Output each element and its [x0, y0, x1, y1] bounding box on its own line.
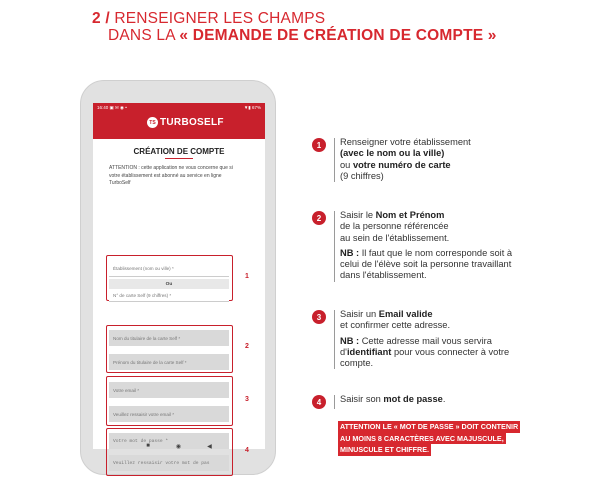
- heading-line2-prefix: DANS LA: [108, 27, 180, 44]
- status-time: 16:40: [97, 105, 109, 110]
- step-separator: [334, 138, 335, 182]
- status-battery: ▼▮ 67%: [243, 105, 261, 110]
- step-1-text: [340, 137, 532, 182]
- recent-apps-icon[interactable]: ■: [146, 443, 150, 449]
- title-underline: [165, 158, 193, 159]
- step-2-text: [340, 210, 532, 282]
- group-number-4: 4: [245, 447, 249, 454]
- step-2-line1-bold: Nom et Prénom: [375, 210, 445, 220]
- nom-input[interactable]: Nom du titulaire de la carte Self *: [109, 330, 229, 346]
- heading-line2-bold: « DEMANDE DE CRÉATION DE COMPTE »: [179, 27, 497, 44]
- email-confirm-input[interactable]: Veuillez ressaisir votre email *: [109, 406, 229, 422]
- step-2-line1-prefix: Saisir le: [340, 210, 376, 220]
- step-3-line1-bold: Email valide: [378, 309, 433, 319]
- step-3-nb-text2: pour vous connecter à votre compte.: [340, 346, 510, 369]
- step-3-nb-label: NB :: [340, 335, 360, 346]
- brand-logo: [147, 117, 224, 128]
- step-2-nb-label: NB :: [340, 247, 360, 258]
- step-1: [312, 137, 532, 182]
- notice-text: ATTENTION : cette application ne vous concerne que si votre établissement est abonné au service en ligne TurboSelf: [109, 165, 233, 186]
- carte-input[interactable]: N° de carte Self (9 chiffres) *: [109, 290, 229, 302]
- prenom-input[interactable]: Prénom du titulaire de la carte Self *: [109, 354, 229, 370]
- group-number-3: 3: [245, 396, 249, 403]
- step-1-line4: (9 chiffres): [340, 170, 384, 181]
- step-2-nb-text: Il faut que le nom corresponde soit à celui de l'élève soit la personne travaillant dans l'établissement.: [340, 247, 513, 281]
- password-confirm-input[interactable]: Veuillez ressaisir votre mot de pas: [109, 455, 229, 471]
- home-icon[interactable]: ◉: [175, 443, 182, 450]
- phone-screen: [93, 103, 265, 466]
- app-header: [93, 103, 265, 139]
- step-2: [312, 210, 532, 282]
- step-3-line1-prefix: Saisir un: [340, 309, 379, 319]
- back-icon[interactable]: ◀: [207, 443, 212, 450]
- email-input[interactable]: Votre email *: [109, 382, 229, 398]
- step-4-line1-bold: mot de passe: [383, 394, 443, 404]
- step-1-line1: Renseigner votre établissement: [340, 137, 471, 147]
- step-1-line3-bold: votre numéro de carte: [352, 159, 451, 170]
- step-separator: [334, 211, 335, 282]
- page-heading: [92, 10, 497, 44]
- step-4: [312, 394, 532, 409]
- step-2-line2: de la personne référencée: [340, 221, 449, 232]
- step-1-line3-prefix: ou: [340, 159, 353, 170]
- step-badge-1: 1: [312, 138, 326, 152]
- step-2-line3: au sein de l'établissement.: [340, 232, 450, 243]
- step-3-text: [340, 309, 532, 369]
- step-4-text: [340, 394, 532, 409]
- step-badge-4: 4: [312, 395, 326, 409]
- step-number: 2 /: [92, 10, 110, 27]
- group-number-1: 1: [245, 273, 249, 280]
- phone-mockup: [80, 80, 276, 475]
- step-3-line2: et confirmer cette adresse.: [340, 320, 451, 331]
- brand-name: TURBOSELF: [160, 117, 224, 128]
- android-navbar: [93, 440, 265, 452]
- step-badge-3: 3: [312, 310, 326, 324]
- password-input[interactable]: Votre mot de passe *: [109, 433, 229, 449]
- screen-title: CRÉATION DE COMPTE: [133, 147, 225, 156]
- step-3-nb-text1: Cette adresse mail vous servira d': [340, 335, 492, 357]
- step-3: [312, 309, 532, 369]
- status-icons: ▣ ✉ ◉ •: [109, 105, 127, 110]
- logo-icon: TS: [147, 117, 158, 128]
- warning-line3: MINUSCULE ET CHIFFRE.: [340, 445, 430, 454]
- step-separator: [334, 310, 335, 369]
- heading-line1: RENSEIGNER LES CHAMPS: [114, 10, 326, 27]
- group-number-2: 2: [245, 343, 249, 350]
- etablissement-input[interactable]: Établissement (nom ou ville) *: [109, 261, 229, 277]
- step-1-line2: (avec le nom ou la ville): [340, 148, 445, 159]
- step-3-nb-bold: identifiant: [346, 346, 392, 357]
- or-separator: Ou: [109, 279, 229, 289]
- status-bar: [97, 105, 127, 111]
- step-4-line1-prefix: Saisir son: [340, 394, 384, 404]
- step-4-line1-suffix: .: [442, 394, 446, 404]
- step-separator: [334, 395, 335, 409]
- password-warning: [338, 421, 520, 456]
- warning-line2: AU MOINS 8 CARACTÈRES AVEC MAJUSCULE,: [340, 433, 504, 443]
- warning-line1: ATTENTION LE « MOT DE PASSE » DOIT CONTENIR: [340, 422, 519, 431]
- step-badge-2: 2: [312, 211, 326, 225]
